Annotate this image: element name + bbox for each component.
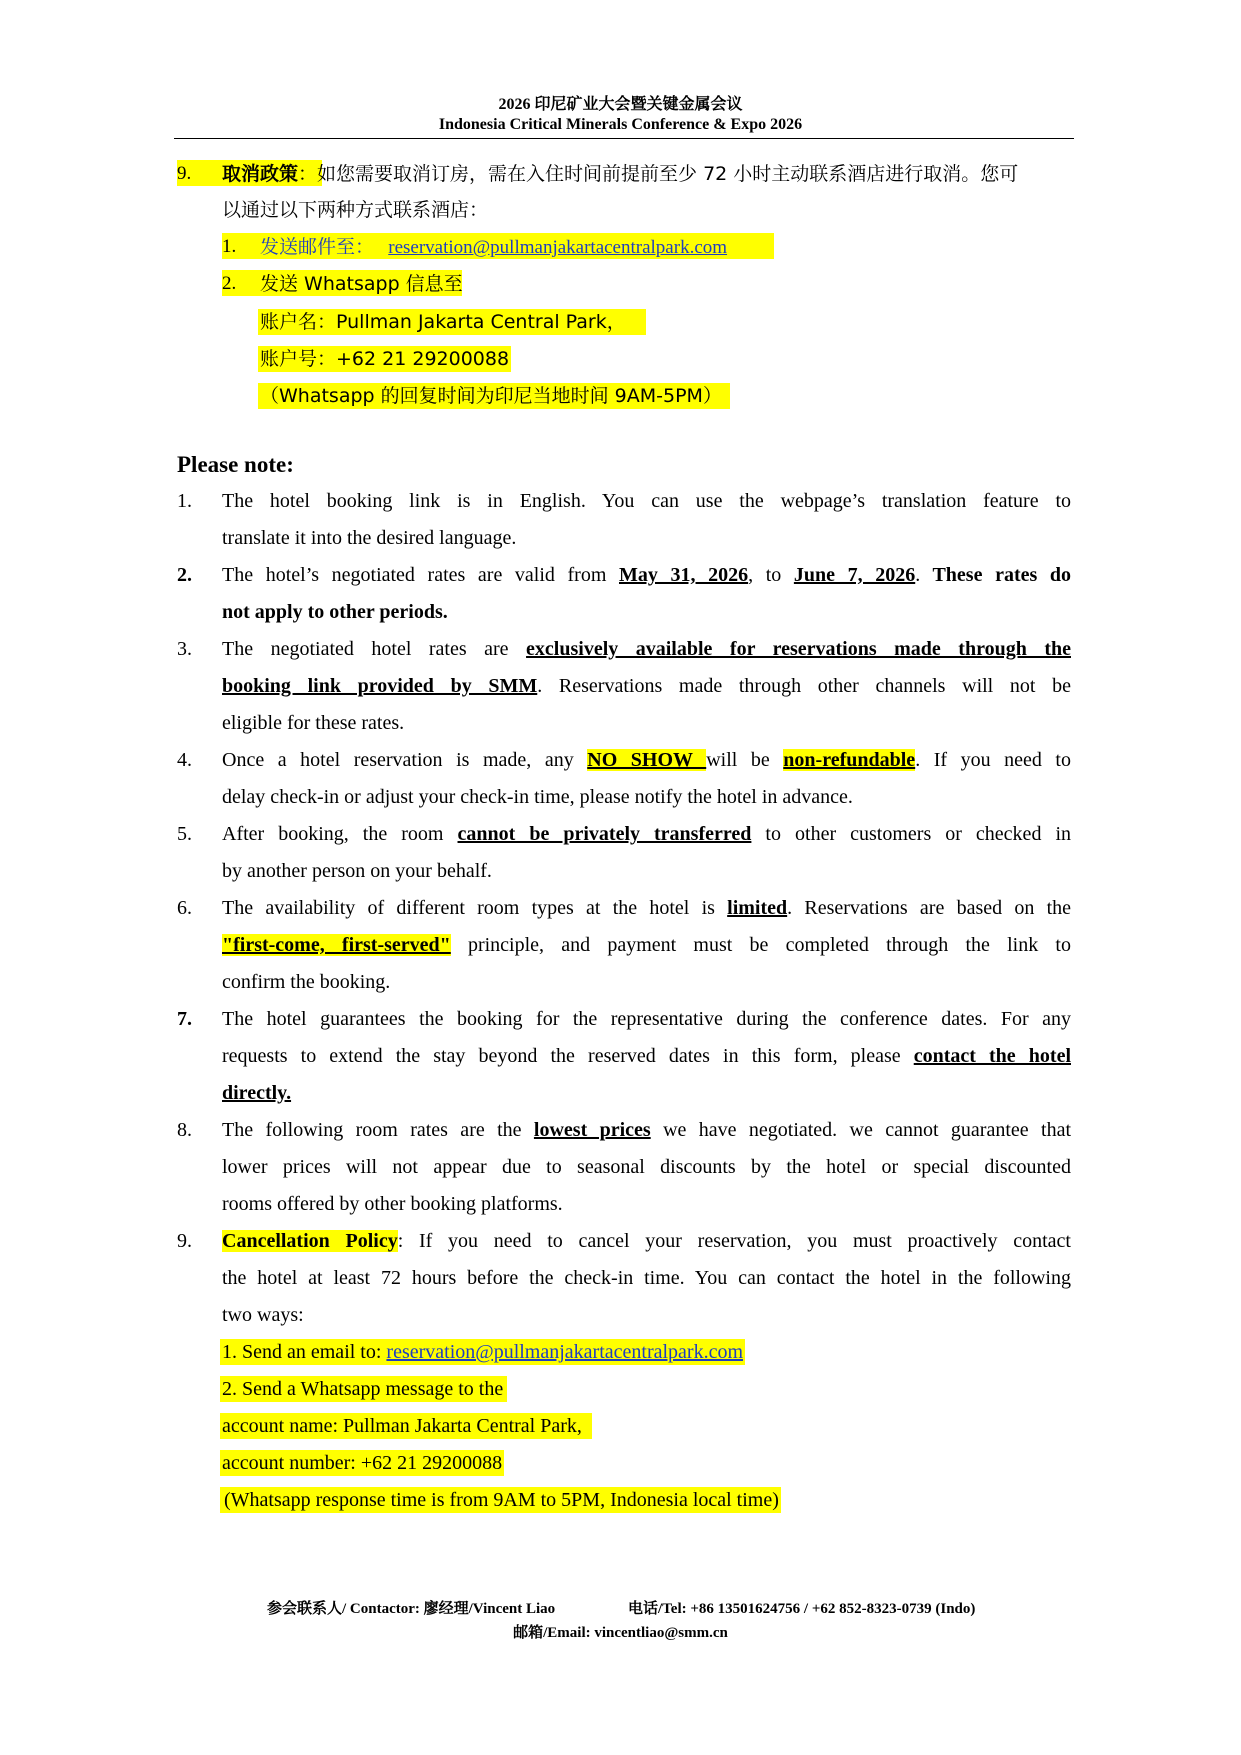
- note-8-line1: [222, 1118, 1071, 1142]
- note-4-no-show: NO SHOW: [587, 749, 707, 771]
- note-7-line1: The hotel guarantees the booking for the representative during the conference dates. For any: [222, 1008, 1071, 1030]
- note-4-line2: delay check-in or adjust your check-in time, please notify the hotel in advance.: [222, 786, 853, 808]
- note-9-line2: the hotel at least 72 hours before the check-in time. You can contact the hotel in the following: [222, 1267, 1071, 1289]
- header-title-en: Indonesia Critical Minerals Conference & Expo 2026: [438, 116, 803, 133]
- note-6-text3: principle, and payment must be completed through the link to: [450, 934, 1071, 956]
- note-3-line2: [222, 674, 1071, 698]
- note-7-contact-hotel: contact the hotel: [913, 1045, 1071, 1067]
- note-3-line3: eligible for these rates.: [222, 712, 405, 734]
- note-6-number: 6.: [177, 897, 192, 919]
- notes-title: Please note:: [177, 452, 294, 477]
- note-7-line3: directly.: [222, 1082, 292, 1104]
- note-4-non-refundable: non-refundable: [783, 749, 916, 771]
- note-5-number: 5.: [177, 823, 192, 845]
- note-6-line1: [222, 896, 1071, 920]
- note-2-number: 2.: [177, 564, 192, 586]
- note-6-limited: limited: [727, 897, 788, 919]
- cn-colon: ：: [298, 163, 318, 185]
- cn-account-name: 账户名：Pullman Jakarta Central Park，: [258, 309, 646, 335]
- note-5-line2: by another person on your behalf.: [222, 860, 492, 882]
- note-3-text: The negotiated hotel rates are: [222, 638, 527, 660]
- header-title-cn: 2026 印尼矿业大会暨关键金属会议: [498, 96, 743, 113]
- note-1-line2: translate it into the desired language.: [222, 527, 517, 549]
- note-6-line2: [222, 933, 1071, 957]
- cn-email-label: 发送邮件至：: [260, 236, 375, 258]
- note-3-bold-text2: booking link provided by SMM: [222, 675, 538, 697]
- note-2-start-date: May 31, 2026: [619, 564, 749, 586]
- cn-whatsapp-label: 发送 Whatsapp 信息至: [260, 273, 463, 295]
- note-9-account-number: account number: +62 21 29200088: [222, 1452, 503, 1474]
- cn-subitem1: [260, 235, 727, 260]
- note-9-whatsapp: 2. Send a Whatsapp message to the: [220, 1376, 507, 1402]
- note-8-line3: rooms offered by other booking platforms.: [222, 1193, 563, 1215]
- note-3-bold-text: exclusively available for reservations made through the: [526, 638, 1071, 660]
- note-4-number: 4.: [177, 749, 192, 771]
- note-9-whatsapp-hours: (Whatsapp response time is from 9AM to 5PM, Indonesia local time): [220, 1487, 781, 1513]
- note-5-text2: to other customers or checked in: [751, 823, 1072, 845]
- note-8-number: 8.: [177, 1119, 192, 1141]
- cn-subitem1-number: 1.: [222, 236, 237, 257]
- note-5-text: After booking, the room: [222, 823, 458, 845]
- note-4-line1: [222, 748, 1071, 772]
- note-6-text: The availability of different room types at the hotel is: [222, 897, 728, 919]
- note-9-cancellation-policy: Cancellation Policy: [222, 1230, 398, 1252]
- note-9-email-row: [220, 1339, 745, 1365]
- note-4-text2: will be: [706, 749, 784, 771]
- cn-cancel-title: 取消政策: [222, 163, 299, 185]
- header-divider: [174, 138, 1074, 139]
- note-6-line3: confirm the booking.: [222, 971, 391, 993]
- note-9-number: 9.: [177, 1230, 192, 1252]
- note-9-line3: two ways:: [222, 1304, 304, 1326]
- note-2-text: The hotel’s negotiated rates are valid from: [222, 564, 619, 586]
- note-6-first-come: "first-come, first-served": [222, 934, 451, 956]
- note-8-line2: lower prices will not appear due to seasonal discounts by the hotel or special discounted: [222, 1156, 1071, 1178]
- cn-item-number: 9.: [177, 163, 192, 184]
- note-6-text2: . Reservations are based on the: [787, 897, 1072, 919]
- cn-cancel-line2: 以通过以下两种方式联系酒店：: [222, 199, 489, 221]
- note-8-text: The following room rates are the: [222, 1119, 534, 1141]
- note-2-end-date: June 7, 2026: [793, 564, 916, 586]
- note-7-line2: [222, 1044, 1071, 1068]
- note-3-number: 3.: [177, 638, 192, 660]
- note-2-bold-text: These rates do: [920, 564, 1071, 586]
- cn-account-number: 账户号：+62 21 29200088: [260, 348, 510, 370]
- note-3-line1: [222, 637, 1071, 661]
- note-1-number: 1.: [177, 490, 192, 512]
- cn-whatsapp-hours: （Whatsapp 的回复时间为印尼当地时间 9AM-5PM）: [258, 383, 730, 409]
- footer-tel: 电话/Tel: +86 13501624756 / +62 852-8323-0739 (Indo): [628, 1601, 976, 1617]
- note-7-text: requests to extend the stay beyond the reserved dates in this form, please: [222, 1045, 914, 1067]
- note-2-line2: not apply to other periods.: [222, 601, 448, 623]
- note-5-bold-text: cannot be privately transferred: [457, 823, 752, 845]
- note-9-account-name: account name: Pullman Jakarta Central Park,: [220, 1413, 592, 1439]
- cn-subitem2-number: 2.: [222, 273, 237, 294]
- note-4-text3: . If you need to: [915, 749, 1071, 771]
- note-2-text-to: , to: [748, 564, 794, 586]
- note-9-line1: [222, 1229, 1071, 1253]
- note-4-text: Once a hotel reservation is made, any: [222, 749, 588, 771]
- cn-email-link[interactable]: reservation@pullmanjakartacentralpark.com: [388, 237, 728, 258]
- note-8-lowest-prices: lowest prices: [533, 1119, 651, 1141]
- footer-contact: 参会联系人/ Contactor: 廖经理/Vincent Liao: [267, 1601, 556, 1617]
- cn-cancel-line1: [222, 162, 1018, 187]
- note-9-email-label: 1. Send an email to:: [222, 1341, 387, 1363]
- note-2-line1: [222, 563, 1071, 587]
- note-9-text: : If you need to cancel your reservation, you must proactively contact: [397, 1230, 1071, 1252]
- note-8-text2: we have negotiated. we cannot guarantee that: [650, 1119, 1072, 1141]
- note-5-line1: [222, 822, 1071, 846]
- cn-cancel-text: 如您需要取消订房，需在入住时间前提前至少 72 小时主动联系酒店进行取消。您可: [317, 163, 1019, 185]
- note-2-period: .: [915, 564, 921, 586]
- footer-email: 邮箱/Email: vincentliao@smm.cn: [513, 1625, 728, 1641]
- note-3-text2: . Reservations made through other channels will not be: [537, 675, 1071, 697]
- note-1-line1: The hotel booking link is in English. You can use the webpage’s translation feature to: [222, 490, 1071, 512]
- note-7-number: 7.: [177, 1008, 192, 1030]
- note-9-email-link[interactable]: reservation@pullmanjakartacentralpark.com: [386, 1341, 744, 1363]
